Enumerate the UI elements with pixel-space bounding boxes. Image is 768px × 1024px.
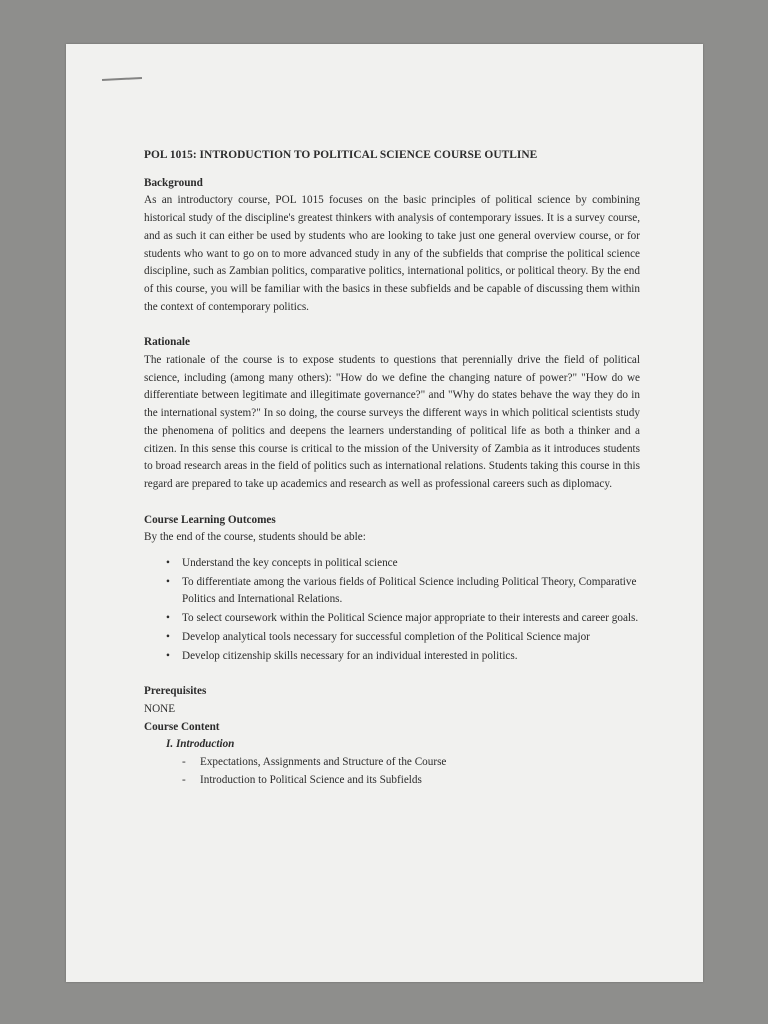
list-item <box>144 629 640 647</box>
list-item <box>144 648 640 666</box>
list-item <box>144 574 640 609</box>
learning-outcomes-list <box>144 555 640 665</box>
prerequisites-heading: Prerequisites <box>144 685 207 698</box>
background-heading: Background <box>144 176 203 189</box>
document-page <box>66 44 703 982</box>
list-item <box>144 610 640 628</box>
prerequisites-value: NONE <box>144 702 176 715</box>
learning-outcomes-intro: By the end of the course, students should be able: <box>144 531 366 544</box>
document-title: POL 1015: INTRODUCTION TO POLITICAL SCIENCE COURSE OUTLINE <box>144 149 538 161</box>
list-item <box>144 555 640 573</box>
bullet-icon: • <box>166 557 170 570</box>
rationale-paragraph: The rationale of the course is to expose students to questions that perennially drive the field of political science, including (among many others): "How do we define the changing nature of power?" "How do we differentiate between legitimate and illegitimate governance?" and "Why do states behave the way they do in the international system?" In so doing, the course surveys the different ways in which political scientists study the phenomena of politics and deepens the learners understanding of political life as both a thinker and a citizen. In this sense this course is critical to the mission of the University of Zambia as it introduces students to broad research areas in the field of politics such as international relations. Students taking this course in this regard are prepared to take up academics and research as well as professional careers such as diplomacy. <box>144 354 640 490</box>
outcome-text: Understand the key concepts in political science <box>182 557 398 570</box>
document-body <box>144 147 640 790</box>
topic-text: Introduction to Political Science and its Subfields <box>200 773 422 786</box>
list-item <box>144 772 640 790</box>
unit-heading: I. Introduction <box>166 738 235 751</box>
course-content-heading: Course Content <box>144 720 220 733</box>
bullet-icon: • <box>166 649 170 662</box>
outcome-text: To differentiate among the various fields of Political Science including Political Theory, Comparative Politics and International Relations. <box>182 575 637 606</box>
dash-icon: - <box>182 756 186 769</box>
background-paragraph: As an introductory course, POL 1015 focuses on the basic principles of political science by combining historical study of the discipline's greatest thinkers with analysis of contemporary issues. It is a survey course, and as such it can either be used by students who are looking to take just one general overview course, or for students who want to go on to more advanced study in any of the subfields that comprise the political science discipline, such as Zambian politics, comparative politics, international politics, or political theory. By the end of this course, you will be familiar with the basics in these subfields and be capable of discussing them within the context of contemporary politics. <box>144 194 640 313</box>
outcome-text: Develop analytical tools necessary for successful completion of the Political Science major <box>182 630 590 643</box>
rationale-heading: Rationale <box>144 336 190 349</box>
outcome-text: To select coursework within the Political Science major appropriate to their interests and career goals. <box>182 612 639 625</box>
list-item <box>144 754 640 772</box>
bullet-icon: • <box>166 575 170 588</box>
topic-text: Expectations, Assignments and Structure of the Course <box>200 756 447 769</box>
learning-outcomes-heading: Course Learning Outcomes <box>144 513 276 526</box>
dash-icon: - <box>182 773 186 786</box>
pen-mark <box>102 77 142 81</box>
outcome-text: Develop citizenship skills necessary for an individual interested in politics. <box>182 649 518 662</box>
bullet-icon: • <box>166 612 170 625</box>
unit-topic-list <box>144 754 640 789</box>
bullet-icon: • <box>166 630 170 643</box>
